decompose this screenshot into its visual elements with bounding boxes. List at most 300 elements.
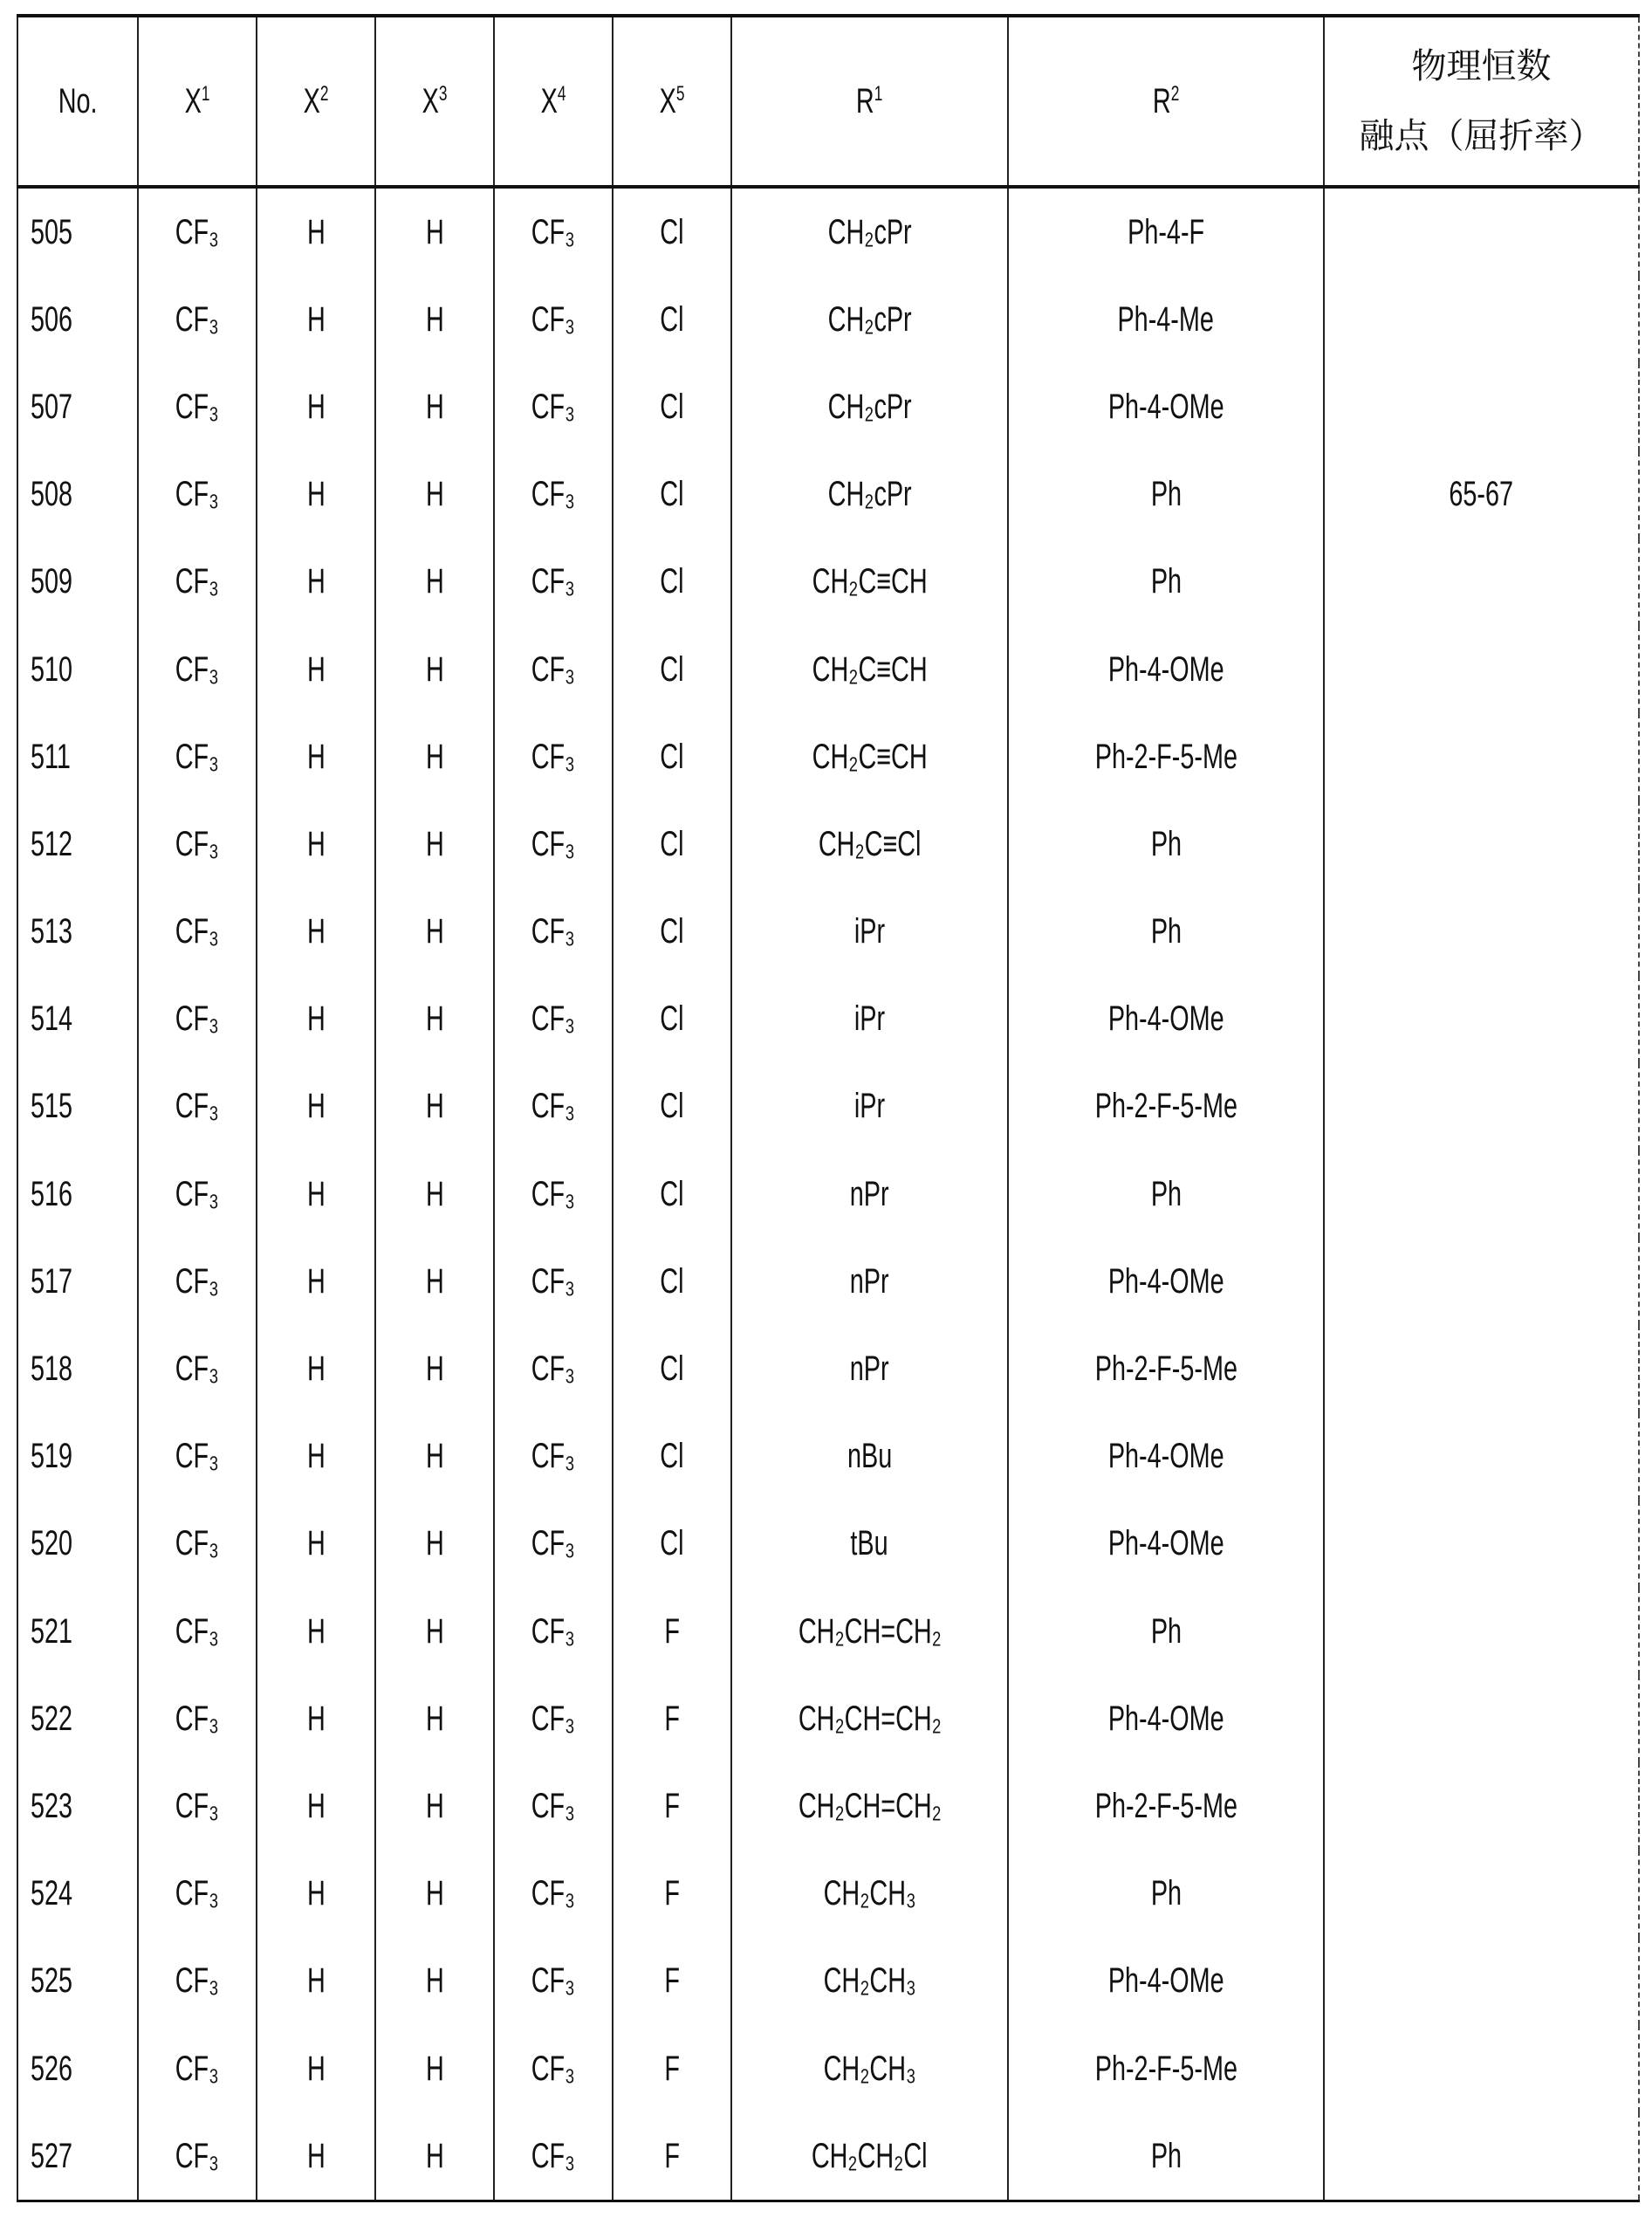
- cell-x5-text: F: [664, 1612, 680, 1651]
- cell-x5-text: Cl: [660, 738, 683, 777]
- cell-x2-text: H: [307, 562, 326, 601]
- table-row: [17, 1762, 1639, 1850]
- header-phys-line2: 融点（屈折率）: [1325, 101, 1638, 171]
- cell-r2-text: Ph-4-OMe: [1108, 1700, 1224, 1739]
- cell-r1-text: nPr: [850, 1349, 889, 1389]
- cell-x3: [375, 889, 494, 976]
- cell-x5: [613, 713, 731, 800]
- cell-r2: [1008, 1500, 1324, 1588]
- cell-no-text: 520: [31, 1524, 72, 1563]
- cell-x4-text: CF₃: [531, 2050, 575, 2089]
- cell-r1-text: iPr: [854, 999, 885, 1039]
- header-r2: [1008, 16, 1324, 187]
- cell-mp: [1324, 1675, 1639, 1762]
- cell-no-text: 527: [31, 2137, 72, 2176]
- cell-x1-text: CF₃: [175, 2137, 219, 2176]
- header-physical-constants: [1324, 16, 1639, 187]
- cell-x5-text: Cl: [660, 999, 683, 1039]
- cell-x4: [494, 2025, 613, 2112]
- cell-r1: [731, 1325, 1008, 1412]
- cell-r1: [731, 2025, 1008, 2112]
- cell-x3-text: H: [426, 1175, 444, 1214]
- cell-x1: [138, 451, 257, 539]
- cell-r2: [1008, 1851, 1324, 1938]
- cell-r1-text: CH₂CH=CH₂: [799, 1612, 942, 1651]
- cell-x3-text: H: [426, 1874, 444, 1913]
- cell-x5: [613, 1851, 731, 1938]
- cell-r1: [731, 1150, 1008, 1238]
- cell-x5-text: F: [664, 1961, 680, 2001]
- cell-r2-text: Ph: [1150, 562, 1181, 601]
- cell-x3: [375, 276, 494, 363]
- cell-x4: [494, 1413, 613, 1500]
- cell-mp: [1324, 451, 1639, 539]
- cell-x1-text: CF₃: [175, 562, 219, 601]
- cell-x5-text: F: [664, 2050, 680, 2089]
- header-x2-label: X: [304, 82, 320, 120]
- cell-x1-text: CF₃: [175, 475, 219, 514]
- cell-x1-text: CF₃: [175, 388, 219, 427]
- cell-mp: [1324, 1762, 1639, 1850]
- cell-x4-text: CF₃: [531, 562, 575, 601]
- cell-x5: [613, 1325, 731, 1412]
- cell-no-text: 518: [31, 1349, 72, 1389]
- cell-x1: [138, 626, 257, 713]
- cell-r2-text: Ph-2-F-5-Me: [1094, 2050, 1237, 2089]
- cell-no: [17, 1413, 138, 1500]
- cell-r2: [1008, 1675, 1324, 1762]
- cell-x2: [257, 1938, 375, 2025]
- cell-x5: [613, 1762, 731, 1850]
- cell-x3-text: H: [426, 388, 444, 427]
- cell-r1: [731, 2112, 1008, 2201]
- table-row: [17, 889, 1639, 976]
- cell-x2: [257, 626, 375, 713]
- cell-r2: [1008, 713, 1324, 800]
- cell-r1-text: CH₂CH₃: [823, 1961, 915, 2001]
- cell-no-text: 514: [31, 999, 72, 1039]
- cell-r2: [1008, 363, 1324, 450]
- cell-x4: [494, 976, 613, 1063]
- cell-x3: [375, 1325, 494, 1412]
- cell-x2: [257, 800, 375, 888]
- cell-x4: [494, 1500, 613, 1588]
- header-x5-label: X: [660, 82, 676, 120]
- cell-mp: [1324, 539, 1639, 626]
- cell-r1: [731, 1851, 1008, 1938]
- cell-x5: [613, 1938, 731, 2025]
- cell-no-text: 510: [31, 650, 72, 690]
- cell-x5: [613, 1063, 731, 1150]
- cell-x4: [494, 1325, 613, 1412]
- cell-x5: [613, 1588, 731, 1675]
- cell-r2: [1008, 187, 1324, 276]
- cell-r2-text: Ph-2-F-5-Me: [1094, 1349, 1237, 1389]
- cell-x3-text: H: [426, 825, 444, 864]
- cell-no-text: 525: [31, 1961, 72, 2001]
- cell-x3: [375, 976, 494, 1063]
- cell-x1: [138, 1500, 257, 1588]
- header-no-label: No.: [58, 82, 98, 121]
- cell-x1-text: CF₃: [175, 1787, 219, 1826]
- cell-r1-text: CH₂C≡Cl: [819, 825, 922, 864]
- cell-no-text: 505: [31, 213, 72, 252]
- cell-x2-text: H: [307, 1087, 326, 1126]
- table-row: [17, 976, 1639, 1063]
- cell-x3-text: H: [426, 1700, 444, 1739]
- cell-no-text: 507: [31, 388, 72, 427]
- cell-x2-text: H: [307, 912, 326, 951]
- cell-x4-text: CF₃: [531, 1961, 575, 2001]
- cell-no: [17, 1675, 138, 1762]
- cell-mp: [1324, 800, 1639, 888]
- cell-mp: [1324, 276, 1639, 363]
- cell-no: [17, 976, 138, 1063]
- cell-x3: [375, 2112, 494, 2201]
- cell-x3-text: H: [426, 1961, 444, 2001]
- cell-x3-text: H: [426, 912, 444, 951]
- cell-x3: [375, 1150, 494, 1238]
- cell-x4-text: CF₃: [531, 213, 575, 252]
- cell-mp: [1324, 2112, 1639, 2201]
- cell-no: [17, 539, 138, 626]
- cell-mp: [1324, 1413, 1639, 1500]
- cell-x1-text: CF₃: [175, 738, 219, 777]
- table-row: [17, 1063, 1639, 1150]
- cell-mp: [1324, 187, 1639, 276]
- cell-x3: [375, 1675, 494, 1762]
- cell-r1-text: nBu: [847, 1437, 892, 1476]
- cell-r1-text: CH₂cPr: [828, 213, 912, 252]
- cell-x2: [257, 187, 375, 276]
- cell-x3: [375, 1413, 494, 1500]
- cell-x4-text: CF₃: [531, 388, 575, 427]
- cell-x4: [494, 187, 613, 276]
- cell-r2-text: Ph-2-F-5-Me: [1094, 1087, 1237, 1126]
- cell-x1-text: CF₃: [175, 1612, 219, 1651]
- cell-x1: [138, 539, 257, 626]
- cell-x4: [494, 363, 613, 450]
- cell-x1: [138, 713, 257, 800]
- cell-r2-text: Ph: [1150, 475, 1181, 514]
- cell-no-text: 522: [31, 1700, 72, 1739]
- cell-x3-text: H: [426, 1612, 444, 1651]
- cell-r2-text: Ph: [1150, 1175, 1181, 1214]
- cell-x3-text: H: [426, 738, 444, 777]
- table-row: [17, 1938, 1639, 2025]
- cell-no: [17, 1150, 138, 1238]
- table-row: [17, 713, 1639, 800]
- cell-r2-text: Ph-4-OMe: [1108, 388, 1224, 427]
- cell-r1: [731, 1063, 1008, 1150]
- cell-x1: [138, 1325, 257, 1412]
- cell-x5-text: Cl: [660, 650, 683, 690]
- cell-r2-text: Ph: [1150, 1612, 1181, 1651]
- cell-no-text: 526: [31, 2050, 72, 2089]
- cell-x5-text: Cl: [660, 475, 683, 514]
- cell-mp: [1324, 1238, 1639, 1325]
- header-x5: [613, 16, 731, 187]
- cell-x2-text: H: [307, 1349, 326, 1389]
- cell-x2-text: H: [307, 1874, 326, 1913]
- cell-x1-text: CF₃: [175, 1961, 219, 2001]
- cell-r2: [1008, 1150, 1324, 1238]
- cell-no: [17, 1588, 138, 1675]
- cell-r1: [731, 363, 1008, 450]
- cell-mp: [1324, 1500, 1639, 1588]
- cell-no: [17, 451, 138, 539]
- cell-x2-text: H: [307, 1961, 326, 2001]
- cell-x5: [613, 976, 731, 1063]
- cell-x2-text: H: [307, 388, 326, 427]
- cell-x4-text: CF₃: [531, 300, 575, 340]
- table-row: [17, 626, 1639, 713]
- header-x2-sup: 2: [320, 82, 329, 106]
- cell-x5: [613, 1500, 731, 1588]
- cell-no: [17, 1500, 138, 1588]
- cell-r2: [1008, 2025, 1324, 2112]
- header-x3-label: X: [422, 82, 439, 120]
- cell-x5-text: Cl: [660, 1262, 683, 1301]
- cell-r2-text: Ph-4-Me: [1118, 300, 1214, 340]
- cell-mp: [1324, 713, 1639, 800]
- cell-no: [17, 1063, 138, 1150]
- cell-x4: [494, 1675, 613, 1762]
- cell-no-text: 509: [31, 562, 72, 601]
- cell-x1: [138, 1851, 257, 1938]
- cell-x3: [375, 539, 494, 626]
- cell-r1-text: CH₂cPr: [828, 475, 912, 514]
- cell-x1-text: CF₃: [175, 1524, 219, 1563]
- cell-mp: [1324, 1851, 1639, 1938]
- cell-x1: [138, 1588, 257, 1675]
- cell-x2: [257, 363, 375, 450]
- cell-x3: [375, 1588, 494, 1675]
- cell-r2-text: Ph-4-OMe: [1108, 1524, 1224, 1563]
- header-row: [17, 16, 1639, 187]
- cell-r2: [1008, 276, 1324, 363]
- cell-x3-text: H: [426, 213, 444, 252]
- cell-x2: [257, 713, 375, 800]
- table-row: [17, 1588, 1639, 1675]
- cell-x2-text: H: [307, 1262, 326, 1301]
- cell-no-text: 506: [31, 300, 72, 340]
- cell-r1: [731, 539, 1008, 626]
- cell-x1-text: CF₃: [175, 1087, 219, 1126]
- cell-x4: [494, 1588, 613, 1675]
- cell-x3: [375, 713, 494, 800]
- cell-no-text: 515: [31, 1087, 72, 1126]
- cell-r1: [731, 1500, 1008, 1588]
- cell-x4: [494, 276, 613, 363]
- cell-r2-text: Ph-4-OMe: [1108, 1437, 1224, 1476]
- cell-x4-text: CF₃: [531, 1349, 575, 1389]
- cell-x3-text: H: [426, 2050, 444, 2089]
- cell-x2: [257, 276, 375, 363]
- cell-x4-text: CF₃: [531, 1787, 575, 1826]
- cell-x1: [138, 1238, 257, 1325]
- cell-r2-text: Ph-4-OMe: [1108, 999, 1224, 1039]
- cell-r1-text: CH₂cPr: [828, 300, 912, 340]
- cell-r2: [1008, 626, 1324, 713]
- cell-x5-text: F: [664, 2137, 680, 2176]
- cell-x3: [375, 1762, 494, 1850]
- cell-no: [17, 626, 138, 713]
- cell-x3: [375, 1238, 494, 1325]
- cell-no: [17, 363, 138, 450]
- table-row: [17, 2112, 1639, 2201]
- cell-x4: [494, 1938, 613, 2025]
- cell-no-text: 508: [31, 475, 72, 514]
- cell-x2: [257, 889, 375, 976]
- cell-x1: [138, 1938, 257, 2025]
- cell-x2-text: H: [307, 1787, 326, 1826]
- cell-r1-text: CH₂C≡CH: [812, 650, 928, 690]
- cell-x2-text: H: [307, 213, 326, 252]
- cell-x2: [257, 1325, 375, 1412]
- cell-x3-text: H: [426, 1437, 444, 1476]
- cell-x1: [138, 1413, 257, 1500]
- cell-x4: [494, 451, 613, 539]
- cell-r2: [1008, 1938, 1324, 2025]
- cell-x4-text: CF₃: [531, 912, 575, 951]
- cell-x2-text: H: [307, 1437, 326, 1476]
- cell-x3-text: H: [426, 650, 444, 690]
- cell-no: [17, 1325, 138, 1412]
- cell-x4-text: CF₃: [531, 1524, 575, 1563]
- cell-r1: [731, 1675, 1008, 1762]
- cell-x3-text: H: [426, 999, 444, 1039]
- cell-x4-text: CF₃: [531, 1175, 575, 1214]
- table-row: [17, 1150, 1639, 1238]
- table-row: [17, 451, 1639, 539]
- cell-x2-text: H: [307, 1524, 326, 1563]
- cell-x4: [494, 713, 613, 800]
- cell-x1-text: CF₃: [175, 1349, 219, 1389]
- cell-x4: [494, 800, 613, 888]
- cell-no: [17, 276, 138, 363]
- cell-x4-text: CF₃: [531, 825, 575, 864]
- cell-x3-text: H: [426, 2137, 444, 2176]
- cell-x2-text: H: [307, 300, 326, 340]
- cell-r1: [731, 976, 1008, 1063]
- table-row: [17, 187, 1639, 276]
- cell-x1-text: CF₃: [175, 1437, 219, 1476]
- cell-no-text: 513: [31, 912, 72, 951]
- cell-r2-text: Ph: [1150, 1874, 1181, 1913]
- cell-x5-text: Cl: [660, 1087, 683, 1126]
- cell-x3-text: H: [426, 1262, 444, 1301]
- cell-x5-text: Cl: [660, 825, 683, 864]
- cell-x2-text: H: [307, 2137, 326, 2176]
- cell-mp: [1324, 1150, 1639, 1238]
- cell-r1: [731, 626, 1008, 713]
- cell-x3: [375, 1851, 494, 1938]
- cell-x1-text: CF₃: [175, 1700, 219, 1739]
- cell-mp-text: 65-67: [1450, 475, 1514, 514]
- cell-r1-text: tBu: [851, 1524, 888, 1563]
- cell-no-text: 512: [31, 825, 72, 864]
- cell-x5-text: F: [664, 1700, 680, 1739]
- cell-x3: [375, 187, 494, 276]
- cell-r1: [731, 800, 1008, 888]
- cell-x5: [613, 1150, 731, 1238]
- cell-x2-text: H: [307, 1175, 326, 1214]
- header-r2-label: R: [1153, 82, 1171, 120]
- header-no: [17, 16, 138, 187]
- cell-x2: [257, 1063, 375, 1150]
- cell-x5: [613, 276, 731, 363]
- cell-no: [17, 2112, 138, 2201]
- cell-x4-text: CF₃: [531, 1262, 575, 1301]
- cell-x1-text: CF₃: [175, 2050, 219, 2089]
- cell-r1-text: CH₂cPr: [828, 388, 912, 427]
- cell-r2-text: Ph-2-F-5-Me: [1094, 738, 1237, 777]
- cell-r2-text: Ph: [1150, 2137, 1181, 2176]
- cell-x1-text: CF₃: [175, 825, 219, 864]
- cell-r2-text: Ph-4-OMe: [1108, 1262, 1224, 1301]
- cell-x2: [257, 1238, 375, 1325]
- cell-x1: [138, 2112, 257, 2201]
- cell-x2-text: H: [307, 475, 326, 514]
- compound-table: [17, 14, 1640, 2202]
- cell-x4: [494, 1063, 613, 1150]
- cell-x5: [613, 626, 731, 713]
- cell-r1-text: CH₂CH₃: [823, 1874, 915, 1913]
- cell-x5-text: F: [664, 1874, 680, 1913]
- cell-x1-text: CF₃: [175, 1262, 219, 1301]
- cell-no-text: 523: [31, 1787, 72, 1826]
- cell-x3-text: H: [426, 1787, 444, 1826]
- cell-no: [17, 1851, 138, 1938]
- header-phys-line1: 物理恒数: [1325, 31, 1638, 101]
- cell-r1-text: nPr: [850, 1175, 889, 1214]
- cell-r1: [731, 187, 1008, 276]
- cell-x5: [613, 539, 731, 626]
- cell-x3: [375, 363, 494, 450]
- table-row: [17, 539, 1639, 626]
- cell-x3: [375, 451, 494, 539]
- cell-no: [17, 1762, 138, 1850]
- cell-x1: [138, 187, 257, 276]
- cell-r1-text: nPr: [850, 1262, 889, 1301]
- table-row: [17, 1851, 1639, 1938]
- cell-no: [17, 2025, 138, 2112]
- cell-no: [17, 1938, 138, 2025]
- cell-r1: [731, 1413, 1008, 1500]
- table-row: [17, 800, 1639, 888]
- cell-x2-text: H: [307, 650, 326, 690]
- cell-no: [17, 889, 138, 976]
- cell-x5: [613, 1413, 731, 1500]
- header-x1-sup: 1: [202, 82, 210, 106]
- cell-mp: [1324, 2025, 1639, 2112]
- cell-x2: [257, 451, 375, 539]
- cell-x4: [494, 2112, 613, 2201]
- header-x1-label: X: [185, 82, 202, 120]
- cell-x5-text: Cl: [660, 300, 683, 340]
- cell-x2: [257, 1851, 375, 1938]
- cell-no-text: 511: [31, 738, 71, 777]
- header-x5-sup: 5: [676, 82, 685, 106]
- cell-x2: [257, 539, 375, 626]
- cell-x3: [375, 1063, 494, 1150]
- cell-x1: [138, 363, 257, 450]
- cell-r1: [731, 276, 1008, 363]
- cell-r2-text: Ph-4-OMe: [1108, 1961, 1224, 2001]
- cell-x1-text: CF₃: [175, 1175, 219, 1214]
- cell-r2: [1008, 1325, 1324, 1412]
